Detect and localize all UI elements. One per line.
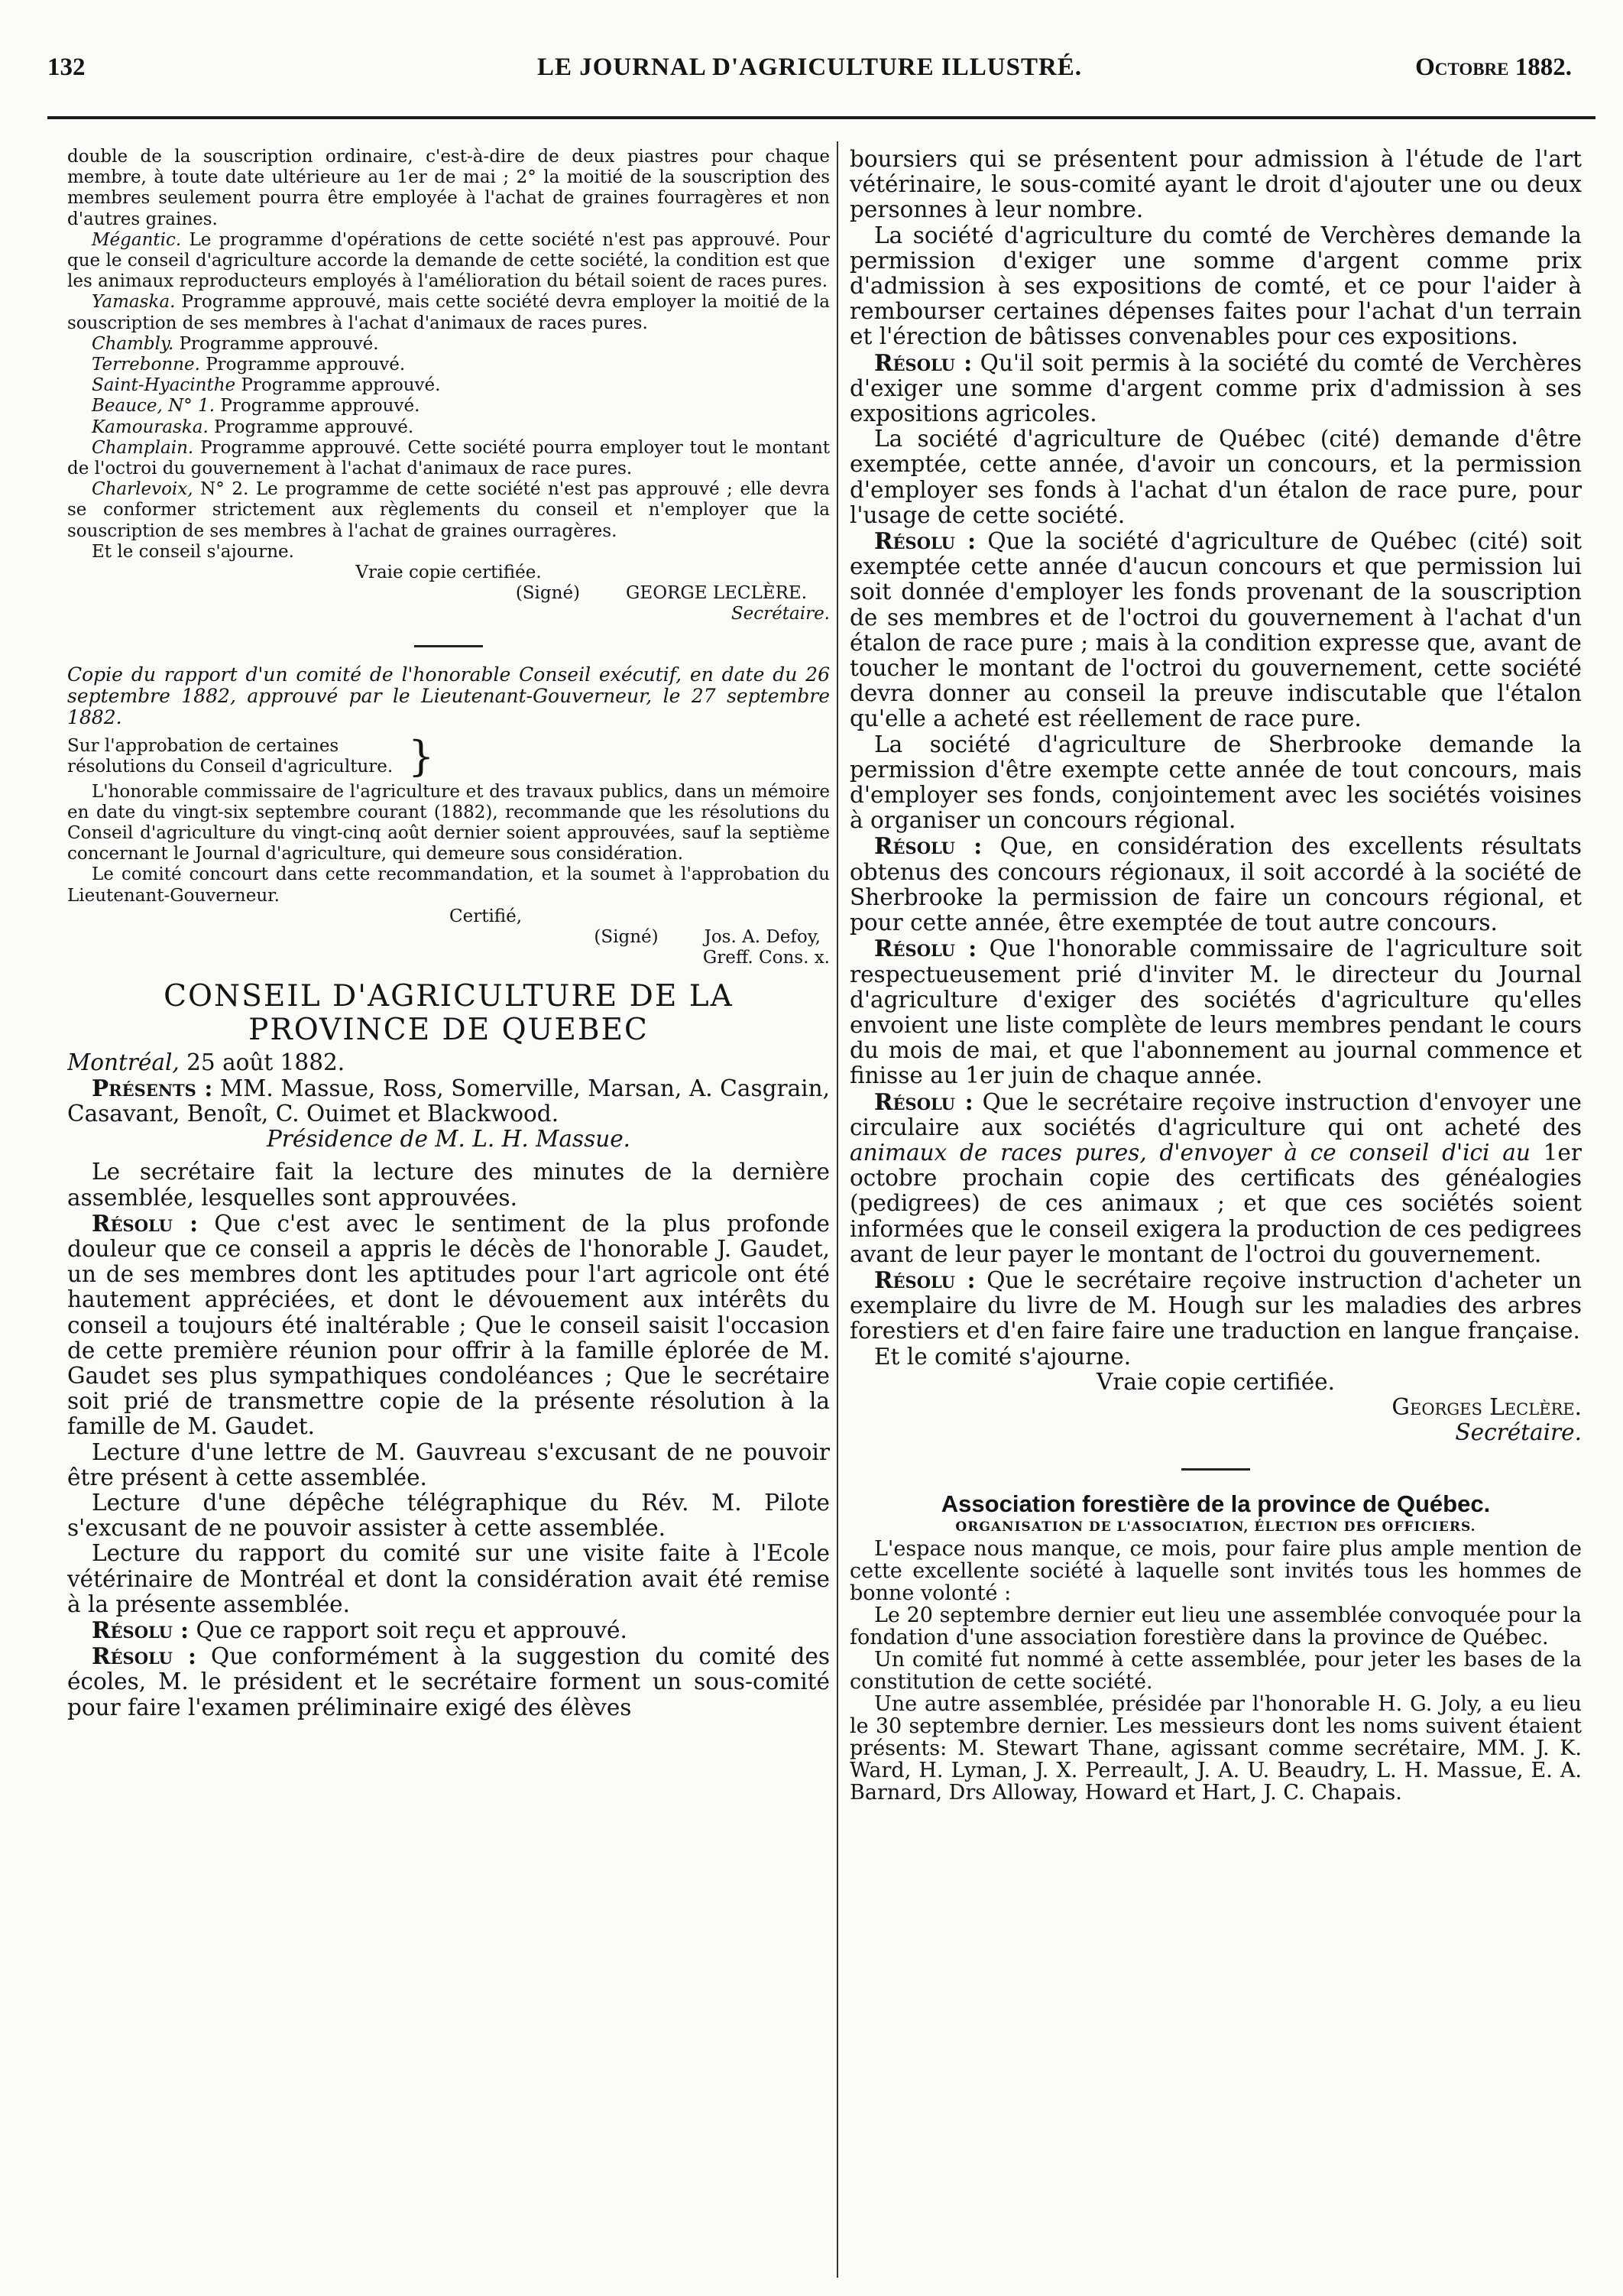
separator <box>1181 1468 1250 1471</box>
paragraph: Le secrétaire fait la lecture des minutes de la dernière assemblée, lesquelles sont approuvées. <box>67 1159 830 1211</box>
separator <box>414 645 483 647</box>
certification: Vraie copie certifiée. <box>355 563 542 583</box>
paragraph: La société d'agriculture de Sherbrooke demande la permission d'être exempte cette année de tout concours, mais d'employer ses fonds, conjointement avec les sociétés voisines à organiser un concours régional. <box>850 731 1582 834</box>
association-heading: Association forestière de la province de Québec. <box>941 1490 1491 1518</box>
paragraph: Terrebonne. Programme approuvé. <box>92 355 406 375</box>
paragraph: Lecture du rapport du comité sur une visite faite à l'Ecole vétérinaire de Montréal et dont la considération avait été remise à la présente assemblée. <box>67 1540 830 1617</box>
paragraph: double de la souscription ordinaire, c'est-à-dire de deux piastres pour chaque membre, à toute date ultérieure au 1er de mai ; 2° la moitié de la souscription des membres seulement pourra être employée à l'achat de graines fourragères et non d'autres graines. <box>67 147 830 229</box>
resolution: Résolu : Que l'honorable commissaire de l'agriculture soit respectueusement prié d'inviter M. le directeur du Journal d'agriculture d'exiger des sociétés d'agriculture qu'elles envoient une liste complète de leurs membres pendant le cours du mois de mai, et que l'abonnement au journal commence et finisse au 1er juin de chaque année. <box>850 935 1582 1089</box>
paragraph: La société d'agriculture de Québec (cité) demande d'être exemptée, cette année, d'avoir un concours, et la permission d'employer ses fonds à l'achat d'un étalon de race pure, pour l'usage de cette société. <box>850 426 1582 528</box>
journal-title: LE JOURNAL D'AGRICULTURE ILLUSTRÉ. <box>536 54 1083 81</box>
association-subheading: ORGANISATION DE L'ASSOCIATION, ÉLECTION DES OFFICIERS. <box>955 1519 1476 1536</box>
resolution: Résolu : Que, en considération des excellents résultats obtenus des concours régionaux, il soit accordé à la société de Sherbrooke la permission de faire un concours régional, et pour cette année, être exemptée de tout autre concours. <box>850 832 1582 936</box>
signatory-title: Secrétaire. <box>1455 1419 1582 1446</box>
page-number: 132 <box>47 54 86 81</box>
paragraph: L'honorable commissaire de l'agriculture et des travaux publics, dans un mémoire en date du vingt-six septembre courant (1882), recommande que les résolutions du Conseil d'agriculture du vingt-cinq août dernier soient approuvées, sauf la septième concernant le Journal d'agriculture, qui demeure sous considération. <box>67 781 830 864</box>
signatory-title: Secrétaire. <box>731 604 830 624</box>
resolution: Résolu : Que ce rapport soit reçu et approuvé. <box>92 1616 627 1643</box>
signatory-title: Greff. Cons. x. <box>702 948 830 968</box>
certified-label: Certifié, <box>449 906 523 926</box>
paragraph: Kamouraska. Programme approuvé. <box>92 417 414 437</box>
column-divider <box>837 141 838 2278</box>
paragraph: Lecture d'une lettre de M. Gauvreau s'excusant de ne pouvoir être présent à cette assemblée. <box>67 1438 830 1490</box>
signature-line: (Signé) GEORGE LECLÈRE. <box>515 583 807 604</box>
dateline: Montréal, 25 août 1882. <box>67 1049 345 1075</box>
presidency: Présidence de M. L. H. Massue. <box>266 1126 631 1153</box>
resolution: Résolu : Que conformément à la suggestion du comité des écoles, M. le président et le secrétaire forment un sous-comité pour faire l'examen préliminaire exigé des élèves <box>67 1643 830 1720</box>
resolution: Résolu : Que le secrétaire reçoive instruction d'acheter un exemplaire du livre de M. Hough sur les maladies des arbres forestiers et d'en faire faire une traduction en langue française. <box>850 1266 1582 1344</box>
paragraph: Yamaska. Programme approuvé, mais cette société devra employer la moitié de la souscription de ses membres à l'achat d'animaux de races pures. <box>67 292 830 333</box>
report-heading: Copie du rapport d'un comité de l'honorable Conseil exécutif, en date du 26 septembre 1882, approuvé par le Lieutenant-Gouverneur, le 27 septembre 1882. <box>67 663 830 728</box>
council-heading: CONSEIL D'AGRICULTURE DE LA PROVINCE DE QUEBEC <box>164 978 734 1047</box>
attendance: Présents : MM. Massue, Ross, Somerville, Marsan, A. Casgrain, Casavant, Benoît, C. Ouimet et Blackwood. <box>67 1074 830 1127</box>
header-rule <box>47 116 1595 119</box>
signature-line: (Signé) Jos. A. Defoy, <box>594 927 821 948</box>
paragraph: Beauce, N° 1. Programme approuvé. <box>92 396 420 417</box>
resolution: Résolu : Que la société d'agriculture de Québec (cité) soit exemptée cette année d'aucun concours et que permission lui soit donnée d'employer les fonds provenant de la souscription de ses membres et de l'octroi du gouvernement à l'achat d'un étalon de race pure ; mais à la condition expresse que, avant de toucher le montant de l'octroi du gouvernement, cette société devra donner au conseil la preuve indiscutable que l'étalon qu'elle a acheté est réellement de race pure. <box>850 527 1582 732</box>
paragraph: Le 20 septembre dernier eut lieu une assemblée convoquée pour la fondation d'une association forestière dans la province de Québec. <box>850 1604 1582 1650</box>
issue-date: Octobre 1882. <box>1415 54 1572 81</box>
paragraph: boursiers qui se présentent pour admission à l'étude de l'art vétérinaire, le sous-comité ayant le droit d'ajouter une ou deux personnes à leur nombre. <box>850 147 1582 223</box>
resolution: Résolu : Que c'est avec le sentiment de la plus profonde douleur que ce conseil a appris le décès de l'honorable J. Gaudet, un de ses membres dont les aptitudes pour l'art agricole ont été hautement appréciées, et dont le dévouement aux intérêts du conseil a toujours été inaltérable ; Que le conseil saisit l'occasion de cette première réunion pour offrir à la famille éplorée de M. Gaudet ses plus sympathiques condoléances ; Que le secrétaire soit prié de transmettre copie de la présente résolution à la famille de M. Gaudet. <box>67 1209 830 1440</box>
page-header <box>47 54 1572 92</box>
paragraph: L'espace nous manque, ce mois, pour faire plus ample mention de cette excellente société à laquelle sont invités tous les hommes de bonne volonté : <box>850 1537 1582 1606</box>
paragraph: Lecture d'une dépêche télégraphique du Rév. M. Pilote s'excusant de ne pouvoir assister à cette assemblée. <box>67 1489 830 1542</box>
signature: Georges Leclère. <box>1391 1393 1582 1420</box>
left-column <box>67 147 830 2279</box>
paragraph: Mégantic. Le programme d'opérations de cette société n'est pas approuvé. Pour que le conseil d'agriculture accorde la demande de cette société, la condition est que les animaux reproducteurs employés à l'amélioration du bétail soient de races pures. <box>67 229 830 292</box>
paragraph: Un comité fut nommé à cette assemblée, pour jeter les bases de la constitution de cette société. <box>850 1648 1582 1694</box>
resolution: Résolu : Qu'il soit permis à la société du comté de Verchères d'exiger une somme d'argent comme prix d'admission à ses expositions agricoles. <box>850 349 1582 427</box>
paragraph: Une autre assemblée, présidée par l'honorable H. G. Joly, a eu lieu le 30 septembre dernier. Les messieurs dont les noms suivent étaient présents: M. Stewart Thane, agissant comme secrétaire, MM. J. K. Ward, H. Lyman, J. X. Perreault, J. A. U. Beaudry, L. H. Massue, E. A. Barnard, Drs Alloway, Howard et Hart, J. C. Chapais. <box>850 1692 1582 1805</box>
adjournment: Et le conseil s'ajourne. <box>92 541 294 562</box>
certification: Vraie copie certifiée. <box>1096 1368 1336 1395</box>
paragraph: La société d'agriculture du comté de Verchères demande la permission d'exiger une somme d'argent comme prix d'admission à ses expositions de comté, et ce pour l'aider à rembourser certaines dépenses faites pour l'achat d'un terrain et l'érection de bâtisses convenables pour ces expositions. <box>850 222 1582 350</box>
adjournment: Et le comité s'ajourne. <box>874 1343 1132 1370</box>
right-column <box>850 147 1582 2279</box>
paragraph: Chambly. Programme approuvé. <box>92 333 379 354</box>
paragraph: Champlain. Programme approuvé. Cette société pourra employer tout le montant de l'octroi du gouvernement à l'achat d'animaux de race pures. <box>67 437 830 479</box>
paragraph: Saint-Hyacinthe Programme approuvé. <box>92 375 441 396</box>
motion-caption: Sur l'approbation de certaines résolutions du Conseil d'agriculture. } <box>67 731 435 780</box>
resolution: Résolu : Que le secrétaire reçoive instruction d'envoyer une circulaire aux sociétés d'agriculture qui ont acheté des animaux de races pures, d'envoyer à ce conseil d'ici au 1er octobre prochain copie des certificats des généalogies (pedigrees) de ces animaux ; et que ces sociétés soient informées que le conseil exigera la production de ces pedigrees avant de leur payer le montant de l'octroi du gouvernement. <box>850 1088 1582 1267</box>
paragraph: Charlevoix, N° 2. Le programme de cette société n'est pas approuvé ; elle devra se conformer strictement aux règlements du conseil et n'employer que la souscription de ses membres à l'achat de graines ourragères. <box>67 479 830 541</box>
paragraph: Le comité concourt dans cette recommandation, et la soumet à l'approbation du Lieutenant-Gouverneur. <box>67 864 830 906</box>
